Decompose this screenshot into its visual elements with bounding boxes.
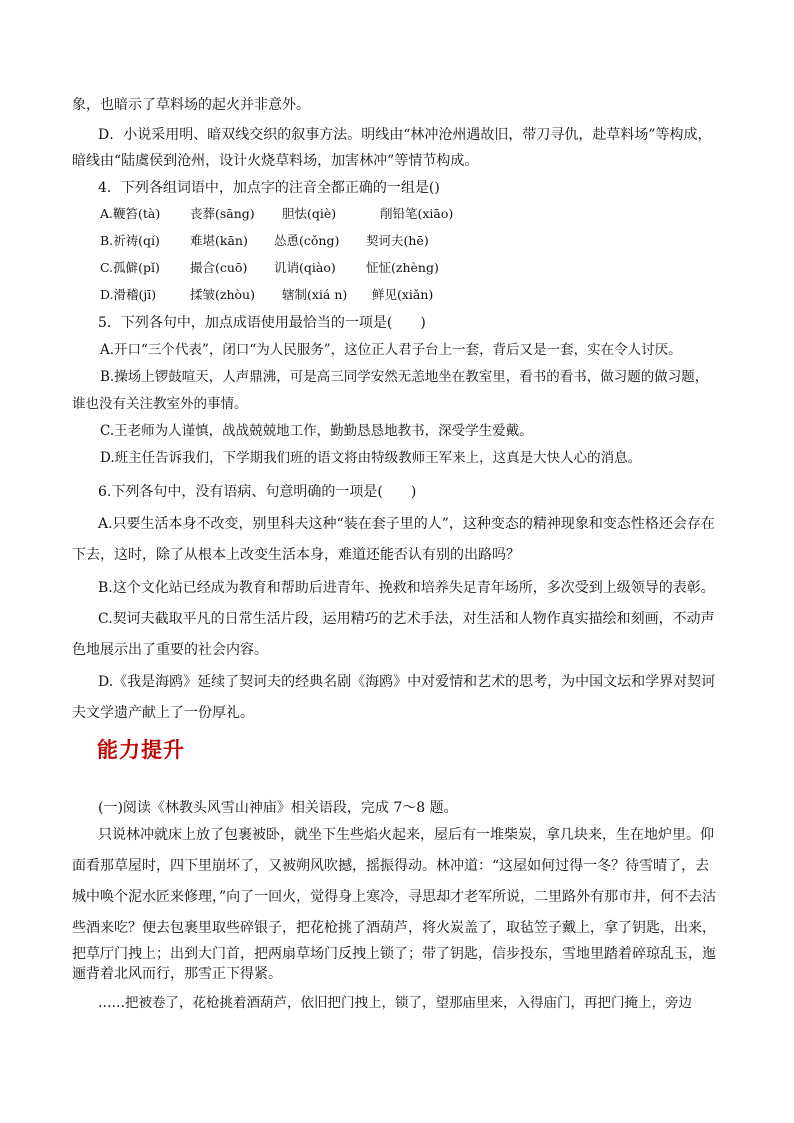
q4-option-item: D.滑稽(jī) — [100, 287, 157, 302]
q4-option-item: 胆怯(qiè) — [282, 206, 337, 221]
q4-option-item: B.祈祷(qí) — [100, 233, 160, 248]
q4-option-row-d — [0, 286, 794, 304]
line-text: 谁也没有关注教室外的事情。 — [72, 396, 248, 412]
line-text: ……把被卷了，花枪挑着酒葫芦，依旧把门拽上，锁了，望那庙里来，入得庙门，再把门掩上，旁边 — [98, 995, 692, 1011]
q4-option-row-a — [0, 205, 794, 223]
q4-option-item: 怂恿(cǒng) — [274, 233, 340, 248]
line-text: 只说林冲就床上放了包裹被卧，就坐下生些焰火起来，屋后有一堆柴炭，拿几块来，生在地炉里。仰 — [98, 827, 714, 843]
passage-line — [0, 993, 794, 1013]
text-line — [0, 95, 794, 115]
passage-line — [0, 856, 794, 876]
q4-option-item: 削铅笔(xiāo) — [380, 206, 454, 221]
q6-option-c-cont — [0, 640, 794, 660]
q4-option-item: 难堪(kān) — [190, 233, 248, 248]
line-text: 下去，这时，除了从根本上改变生活本身，难道还能否认有别的出路吗？ — [72, 547, 520, 563]
question-4-stem — [0, 178, 794, 198]
q5-option-b-cont — [0, 394, 794, 414]
reading-instruction — [0, 798, 794, 818]
question-5-stem — [0, 313, 794, 333]
passage-line — [0, 825, 794, 845]
q5-option-a — [0, 340, 794, 360]
line-text: C.契诃夫截取平凡的日常生活片段，运用精巧的艺术手法，对生活和人物作真实描绘和刻画，不动声 — [98, 611, 715, 627]
q4-option-row-b — [0, 232, 794, 250]
line-text: B.操场上锣鼓喧天，人声鼎沸，可是高三同学安然无恙地坐在教室里，看书的看书，做习题的做习题， — [100, 369, 709, 385]
line-text: 城中唤个泥水匠来修理，”向了一回火，觉得身上寒冷，寻思却才老军所说，二里路外有那市井，何不去沽 — [72, 889, 717, 905]
q4-option-item: C.孤僻(pǐ) — [100, 260, 160, 275]
q6-option-d — [0, 672, 794, 692]
q4-option-item: 鲜见(xiǎn) — [372, 287, 434, 302]
line-text: D．小说采用明、暗双线交织的叙事方法。明线由“林冲沧州遇故旧，带刀寻仇，赴草料场”等构成， — [98, 127, 712, 143]
q4-option-row-c — [0, 259, 794, 277]
q5-option-b — [0, 367, 794, 387]
line-text: 面看那草屋时，四下里崩坏了，又被朔风吹撼，摇振得动。林冲道：“这屋如何过得一冬？待雪晴了，去 — [72, 858, 710, 874]
q6-option-a — [0, 514, 794, 534]
q4-option-item: A.鞭笞(tà) — [100, 206, 161, 221]
line-text: 象，也暗示了草料场的起火并非意外。 — [72, 97, 310, 113]
line-text: B.这个文化站已经成为教育和帮助后进青年、挽救和培养失足青年场所，多次受到上级领导的表彰。 — [98, 580, 715, 596]
line-text: 4．下列各组词语中，加点字的注音全都正确的一组是() — [98, 180, 440, 196]
line-text: 逦背着北风而行，那雪正下得紧。 — [72, 966, 282, 982]
passage-line — [0, 887, 794, 907]
section-heading: 能力提升 — [97, 738, 185, 762]
q5-option-d — [0, 448, 794, 468]
q4-option-item: 讥诮(qiào) — [274, 260, 336, 275]
line-text: A.只要生活本身不改变，别里科夫这种“装在套子里的人”，这种变态的精神现象和变态性格还会存在 — [98, 516, 715, 532]
line-text: 夫文学遗产献上了一份厚礼。 — [72, 705, 254, 721]
q6-option-a-cont — [0, 545, 794, 565]
line-text: C.王老师为人谨慎，战战兢兢地工作，勤勤恳恳地教书，深受学生爱戴。 — [100, 423, 533, 439]
q4-option-item: 揉皱(zhòu) — [190, 287, 255, 302]
line-text: A.开口“三个代表”，闭口“为人民服务”，这位正人君子台上一套，背后又是一套，实在令人讨厌。 — [100, 342, 682, 358]
line-text: (一)阅读《林教头风雪山神庙》相关语段，完成 7～8 题。 — [98, 800, 458, 816]
q5-option-c — [0, 421, 794, 441]
line-text: 些酒来吃？便去包裹里取些碎银子，把花枪挑了酒葫芦，将火炭盖了，取毡笠子戴上，拿了钥匙，出来， — [72, 920, 716, 936]
q4-option-item: 撮合(cuō) — [190, 260, 248, 275]
q6-option-b — [0, 578, 794, 598]
q4-option-item: 契诃夫(hē) — [366, 233, 429, 248]
q4-option-item: 丧葬(sāng) — [190, 206, 255, 221]
line-text: 暗线由“陆虞侯到沧州，设计火烧草料场，加害林冲”等情节构成。 — [72, 153, 479, 169]
q4-option-item: 辖制(xiá n) — [282, 287, 348, 302]
text-line — [0, 151, 794, 171]
passage-line — [0, 944, 794, 964]
line-text: D.班主任告诉我们，下学期我们班的语文将由特级教师王军来上，这真是大快人心的消息。 — [100, 450, 642, 466]
text-line — [0, 125, 794, 145]
line-text: 5．下列各句中，加点成语使用最恰当的一项是( ) — [98, 315, 426, 331]
line-text: D.《我是海鸥》延续了契诃夫的经典名剧《海鸥》中对爱情和艺术的思考，为中国文坛和学界对契诃 — [98, 674, 716, 690]
line-text: 把草厅门拽上；出到大门首，把两扇草场门反拽上锁了；带了钥匙，信步投东，雪地里踏着碎琼乱玉，迤 — [72, 946, 716, 962]
q4-option-item: 怔怔(zhèng) — [366, 260, 439, 275]
passage-line — [0, 918, 794, 938]
passage-line — [0, 964, 794, 984]
question-6-stem — [0, 482, 794, 502]
line-text: 6.下列各句中，没有语病、句意明确的一项是( ) — [98, 484, 417, 500]
q6-option-d-cont — [0, 703, 794, 723]
line-text: 色地展示出了重要的社会内容。 — [72, 642, 268, 658]
q6-option-c — [0, 609, 794, 629]
